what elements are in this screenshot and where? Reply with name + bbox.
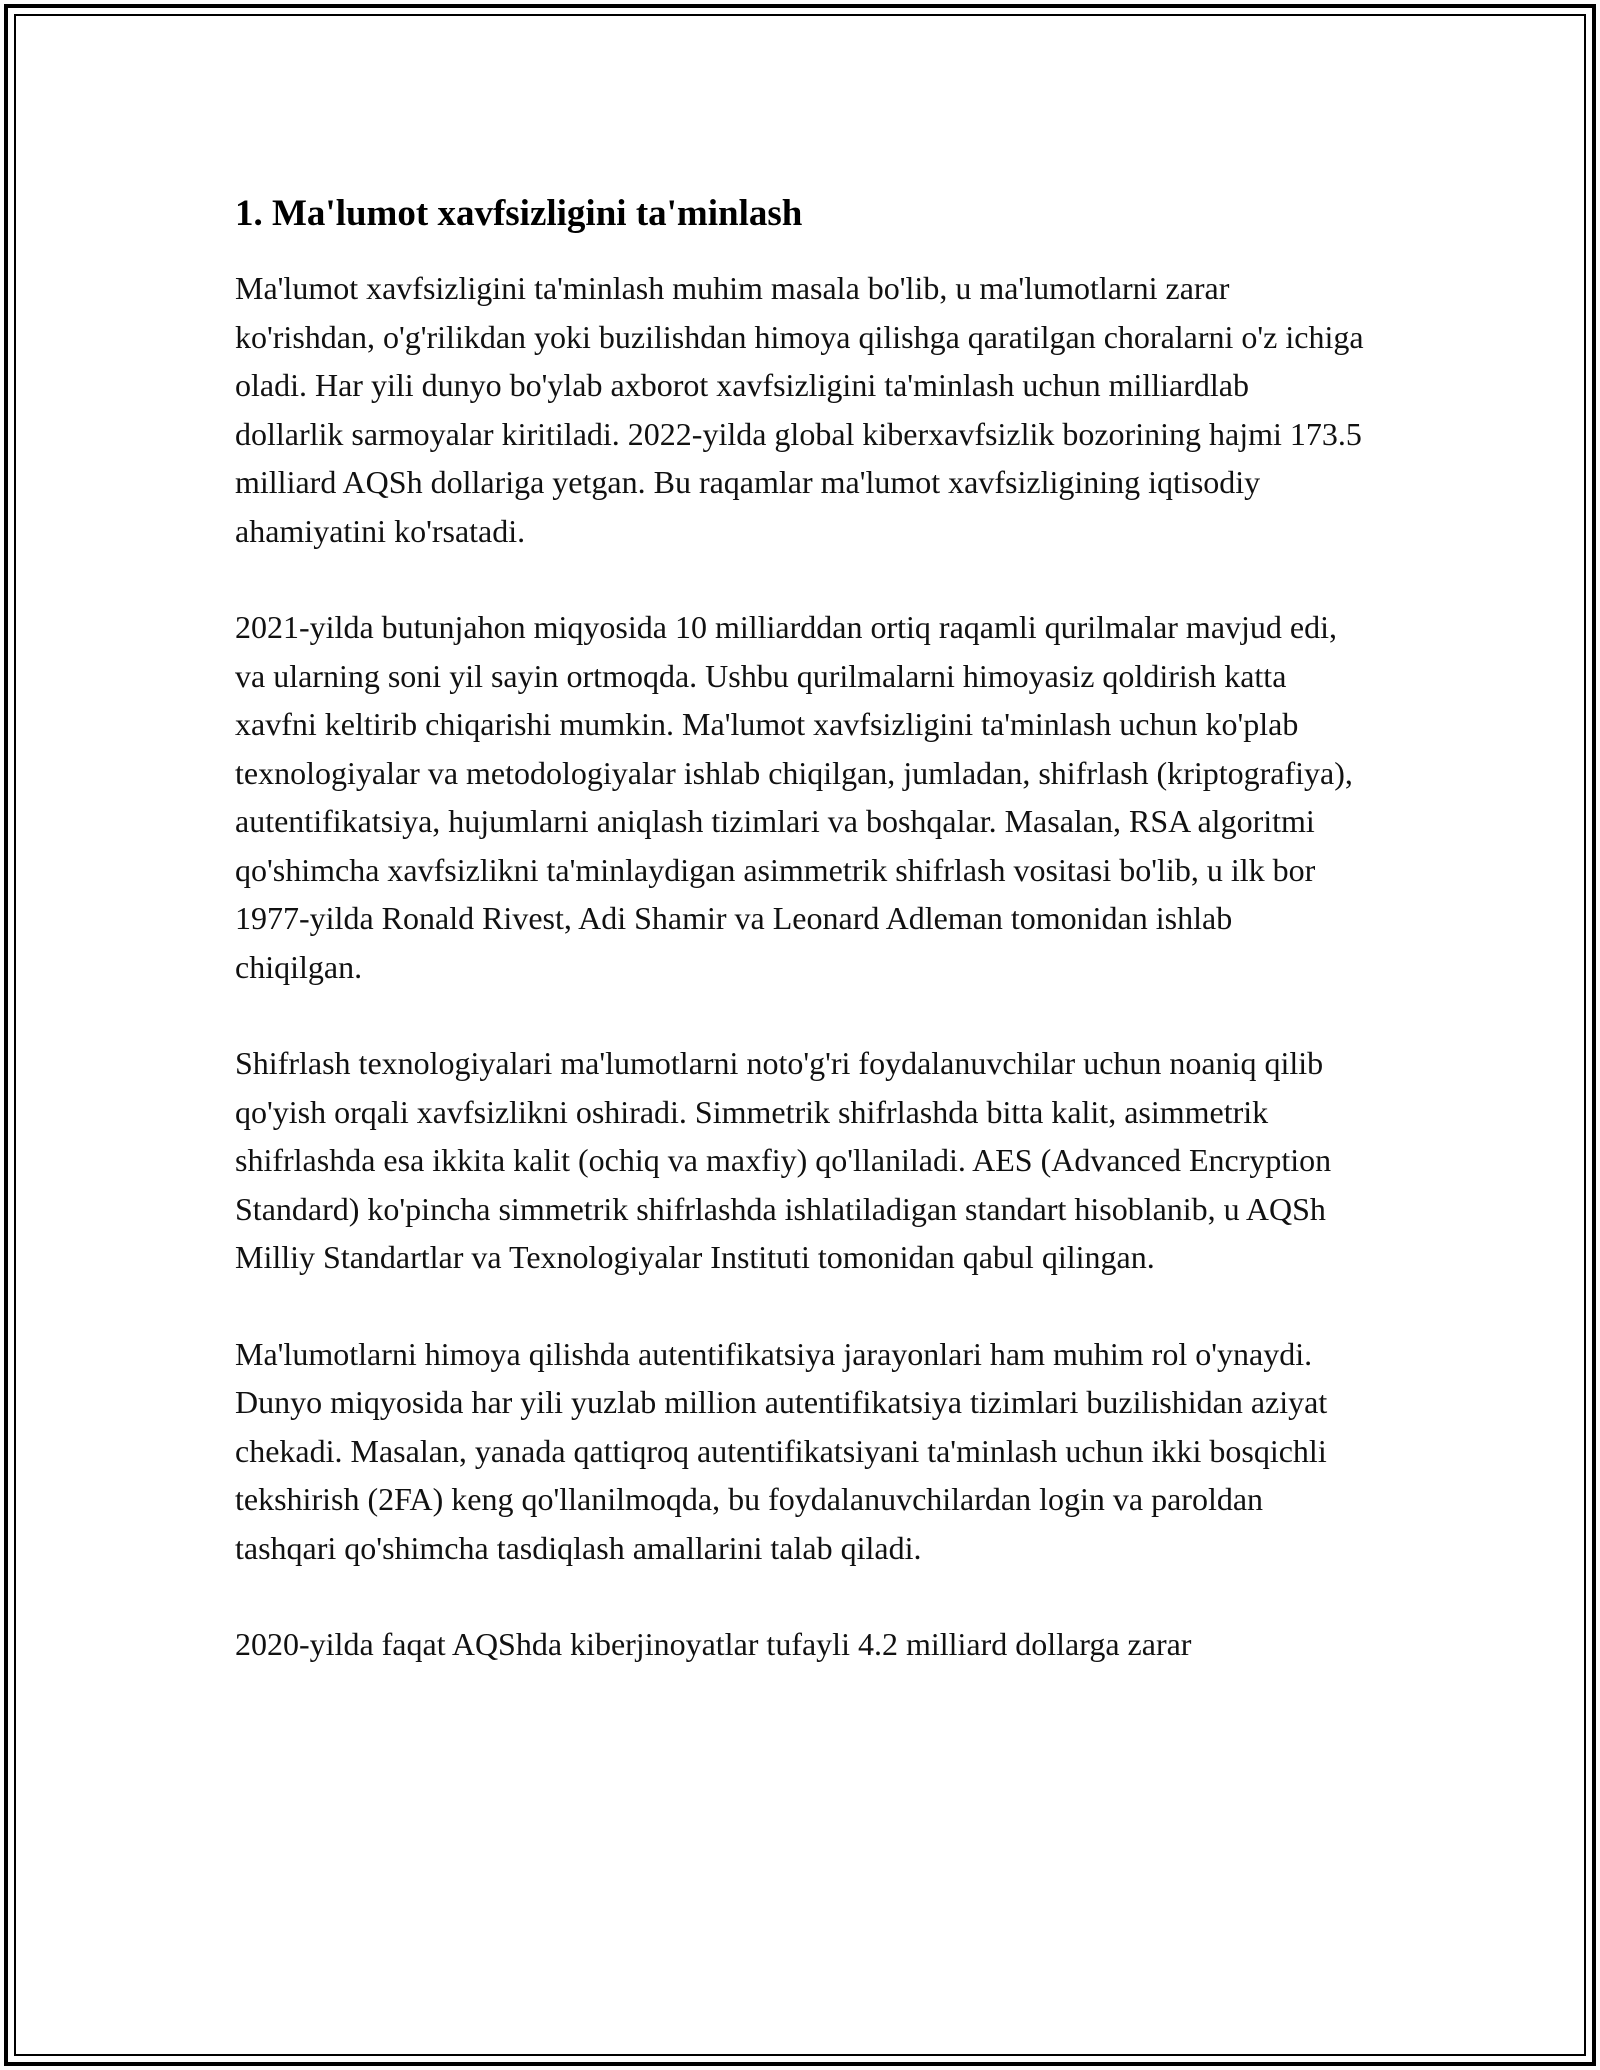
paragraph-4: Ma'lumotlarni himoya qilishda autentifikatsiya jarayonlari ham muhim rol o'ynaydi. Dunyo miqyosida har yili yuzlab million autentifikatsiya tizimlari buzilishidan aziyat chekadi. Masalan, yanada qattiqroq autentifikatsiyani ta'minlash uchun ikki bosqichli tekshirish (2FA) keng qo'llanilmoqda, bu foydalanuvchilardan login va paroldan tashqari qo'shimcha tasdiqlash amallarini talab qiladi. (235, 1335, 1328, 1566)
paragraph-5: 2020-yilda faqat AQShda kiberjinoyatlar tufayli 4.2 milliard dollarga zarar (235, 1626, 1192, 1662)
paragraph-1: Ma'lumot xavfsizligini ta'minlash muhim masala bo'lib, u ma'lumotlarni zarar ko'rishdan, o'g'rilikdan yoki buzilishdan himoya qilishga qaratilgan choralarni o'z ichiga oladi. Har yili dunyo bo'ylab axborot xavfsizligini ta'minlash uchun milliardlab dollarlik sarmoyalar kiritiladi. 2022-yilda global kiberxavfsizlik bozorining hajmi 173.5 milliard AQSh dollariga yetgan. Bu raqamlar ma'lumot xavfsizligining iqtisodiy ahamiyatini ko'rsatadi. (235, 270, 1364, 549)
section-heading: 1. Ma'lumot xavfsizligini ta'minlash (235, 193, 803, 234)
paragraph-2: 2021-yilda butunjahon miqyosida 10 milliarddan ortiq raqamli qurilmalar mavjud edi, va ularning soni yil sayin ortmoqda. Ushbu qurilmalarni himoyasiz qoldirish katta xavfni keltirib chiqarishi mumkin. Ma'lumot xavfsizligini ta'minlash uchun ko'plab texnologiyalar va metodologiyalar ishlab chiqilgan, jumladan, shifrlash (kriptografiya), autentifikatsiya, hujumlarni aniqlash tizimlari va boshqalar. Masalan, RSA algoritmi qo'shimcha xavfsizlikni ta'minlaydigan asimmetrik shifrlash vositasi bo'lib, u ilk bor 1977-yilda Ronald Rivest, Adi Shamir va Leonard Adleman tomonidan ishlab chiqilgan. (235, 609, 1353, 985)
document-body (235, 186, 1365, 1717)
paragraph-3: Shifrlash texnologiyalari ma'lumotlarni noto'g'ri foydalanuvchilar uchun noaniq qilib qo'yish orqali xavfsizlikni oshiradi. Simmetrik shifrlashda bitta kalit, asimmetrik shifrlashda esa ikkita kalit (ochiq va maxfiy) qo'llaniladi. AES (Advanced Encryption Standard) ko'pincha simmetrik shifrlashda ishlatiladigan standart hisoblanib, u AQSh Milliy Standartlar va Texnologiyalar Instituti tomonidan qabul qilingan. (235, 1045, 1332, 1275)
